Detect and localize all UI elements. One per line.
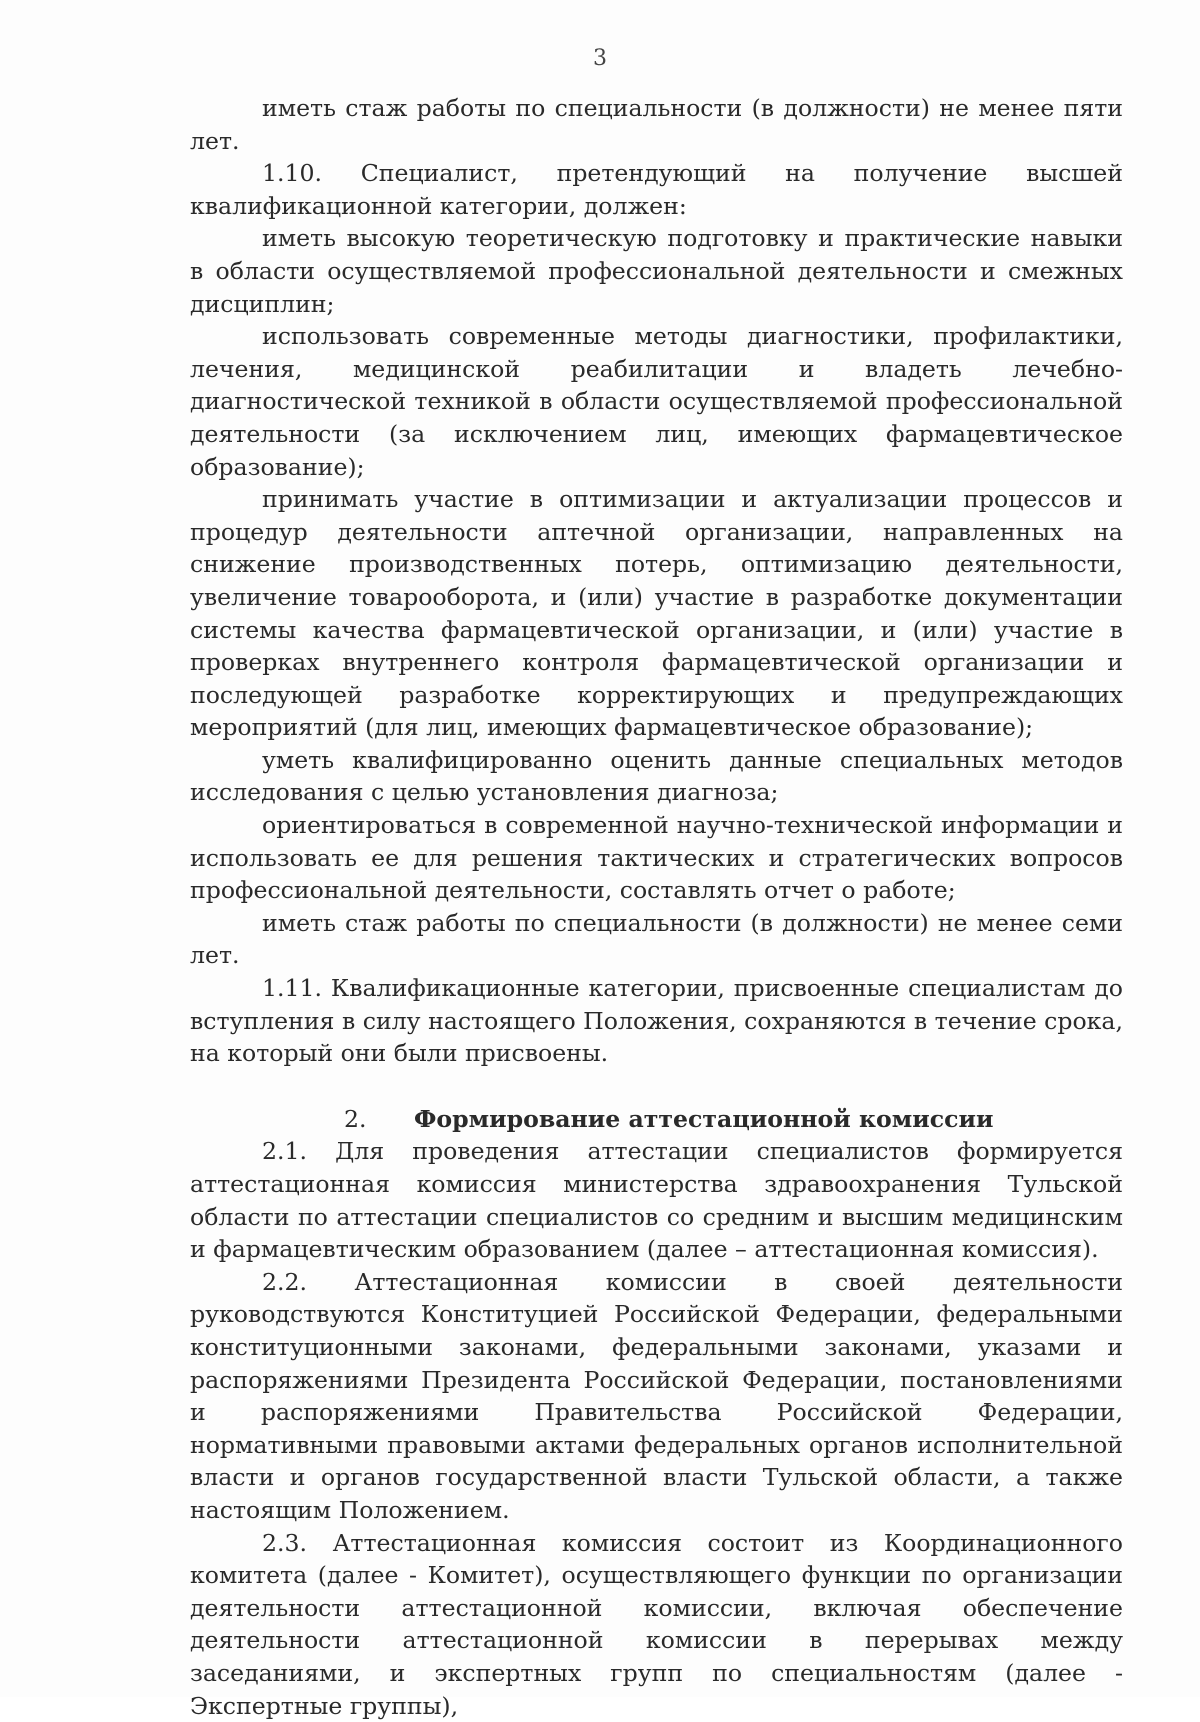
page-number: 3: [593, 46, 607, 71]
paragraph-experience-five-years: иметь стаж работы по специальности (в должности) не менее пяти лет.: [190, 94, 1123, 155]
paragraph-evaluate-data: уметь квалифицированно оценить данные специальных методов исследования с целью установления диагноза;: [190, 745, 1123, 807]
paragraph-experience-seven-years: иметь стаж работы по специальности (в должности) не менее семи лет.: [190, 908, 1123, 970]
paragraph-modern-methods: использовать современные методы диагностики, профилактики, лечения, медицинской реабилитации и владеть лечебно-диагностической техникой в области осуществляемой профессиональной деятельности (за исключением лиц, имеющих фармацевтическое образование);: [190, 322, 1123, 481]
paragraph-theory-training: иметь высокую теоретическую подготовку и практические навыки в области осуществляемой профессиональной деятельности и смежных дисциплин;: [190, 224, 1123, 318]
section-gap: [190, 1070, 1123, 1103]
section-title: Формирование аттестационной комиссии: [414, 1104, 994, 1133]
paragraph-1-10: 1.10. Специалист, претендующий на получение высшей квалификационной категории, должен:: [190, 159, 1123, 220]
paragraph-optimization: принимать участие в оптимизации и актуализации процессов и процедур деятельности аптечной организации, направленных на снижение производственных потерь, оптимизацию деятельности, увеличение товарооборота, и (или) участие в разработке документации системы качества фармацевтической организации, и (или) участие в проверках внутреннего контроля фармацевтической организации и последующей разработке корректирующих и предупреждающих мероприятий (для лиц, имеющих фармацевтическое образование);: [190, 485, 1123, 742]
paragraph-scientific-info: ориентироваться в современной научно-технической информации и использовать ее для решения тактических и стратегических вопросов профессиональной деятельности, составлять отчет о работе;: [190, 811, 1123, 905]
section-number: 2.: [344, 1104, 367, 1133]
paragraph-2-1: 2.1. Для проведения аттестации специалистов формируется аттестационная комиссия министерства здравоохранения Тульской области по аттестации специалистов со средним и высшим медицинским и фармацевтическим образованием (далее – аттестационная комиссия).: [190, 1137, 1123, 1264]
paragraph-1-11: 1.11. Квалификационные категории, присвоенные специалистам до вступления в силу настоящего Положения, сохраняются в течение срока, на который они были присвоены.: [190, 974, 1123, 1068]
paragraph-2-2: 2.2. Аттестационная комиссии в своей деятельности руководствуются Конституцией Российской Федерации, федеральными конституционными законами, федеральными законами, указами и распоряжениями Президента Российской Федерации, постановлениями и распоряжениями Правительства Российской Федерации, нормативными правовыми актами федеральных органов исполнительной власти и органов государственной власти Тульской области, а также настоящим Положением.: [190, 1267, 1123, 1524]
paragraph-2-3: 2.3. Аттестационная комиссия состоит из Координационного комитета (далее - Комитет), осуществляющего функции по организации деятельности аттестационной комиссии, включая обеспечение деятельности аттестационной комиссии в перерывах между заседаниями, и экспертных групп по специальностям (далее - Экспертные группы),: [190, 1528, 1123, 1720]
document-body: [190, 92, 1123, 1722]
section-heading: [190, 1103, 1123, 1136]
